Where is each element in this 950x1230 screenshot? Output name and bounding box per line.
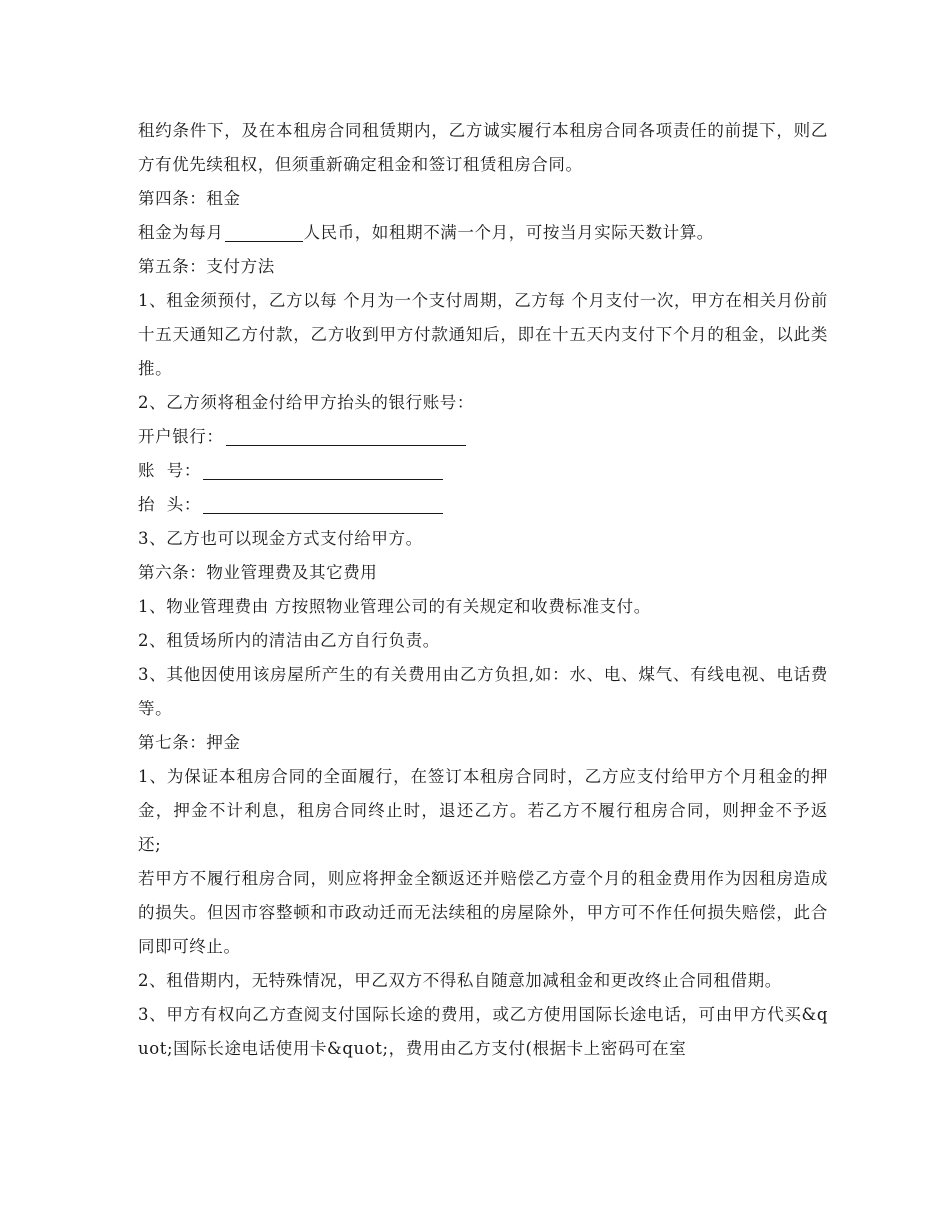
property-fee-paragraph: 1、物业管理费由 方按照物业管理公司的有关规定和收费标准支付。: [138, 597, 651, 616]
bank-account-intro: 2、乙方须将租金付给甲方抬头的银行账号：: [138, 393, 474, 412]
lease-renewal-paragraph: 租约条件下，及在本租房合同租赁期内，乙方诚实履行本租房合同各项责任的前提下，则乙方有优先续租权，但须重新确定租金和签订租赁租房合同。: [138, 121, 828, 174]
payee-label: 抬 头：: [138, 495, 201, 514]
deposit-paragraph: 1、为保证本租房合同的全面履行，在签订本租房合同时，乙方应支付给甲方个月租金的押金，押金不计利息，租房合同终止时，退还乙方。若乙方不履行租房合同，则押金不予返还;: [138, 767, 828, 854]
landlord-breach-paragraph: 若甲方不履行租房合同，则应将押金全额返还并赔偿乙方壹个月的租金费用作为因租房造成的损失。但因市容整顿和市政动迁而无法续租的房屋除外，甲方可不作任何损失赔偿，此合同即可终止。: [138, 869, 828, 956]
article-7-heading: 第七条：押金: [138, 733, 241, 752]
rent-amount-prefix: 租金为每月: [138, 223, 224, 242]
rent-amount-blank: [225, 223, 303, 242]
article-6-heading: 第六条：物业管理费及其它费用: [138, 563, 378, 582]
rent-amount-paragraph: [138, 216, 828, 250]
cleaning-paragraph: 2、租赁场所内的清洁由乙方自行负责。: [138, 631, 440, 650]
long-distance-call-paragraph: 3、甲方有权向乙方查阅支付国际长途的费用，或乙方使用国际长途电话，可由甲方代买&quot;国际长途电话使用卡&quot;，费用由乙方支付(根据卡上密码可在室: [138, 1005, 828, 1058]
payment-cycle-paragraph: 1、租金须预付，乙方以每 个月为一个支付周期，乙方每 个月支付一次，甲方在相关月份前十五天通知乙方付款，乙方收到甲方付款通知后，即在十五天内支付下个月的租金，以此类推。: [138, 291, 828, 378]
article-5-heading: 第五条：支付方法: [138, 257, 275, 276]
payee-blank: [203, 495, 443, 514]
account-number-label: 账 号：: [138, 461, 201, 480]
document-body: [138, 114, 828, 1066]
rent-change-paragraph: 2、租借期内，无特殊情况，甲乙双方不得私自随意加减租金和更改终止合同租借期。: [138, 971, 782, 990]
article-4-heading: 第四条：租金: [138, 189, 241, 208]
account-number-row: [138, 454, 828, 488]
utility-fees-paragraph: 3、其他因使用该房屋所产生的有关费用由乙方负担,如：水、电、煤气、有线电视、电话费等。: [138, 665, 828, 718]
bank-name-label: 开户银行：: [138, 427, 224, 446]
rent-amount-suffix: 人民币，如租期不满一个月，可按当月实际天数计算。: [303, 223, 714, 242]
bank-name-row: [138, 420, 828, 454]
payee-row: [138, 488, 828, 522]
bank-name-blank: [226, 427, 466, 446]
account-number-blank: [203, 461, 443, 480]
cash-payment-paragraph: 3、乙方也可以现金方式支付给甲方。: [138, 529, 423, 548]
